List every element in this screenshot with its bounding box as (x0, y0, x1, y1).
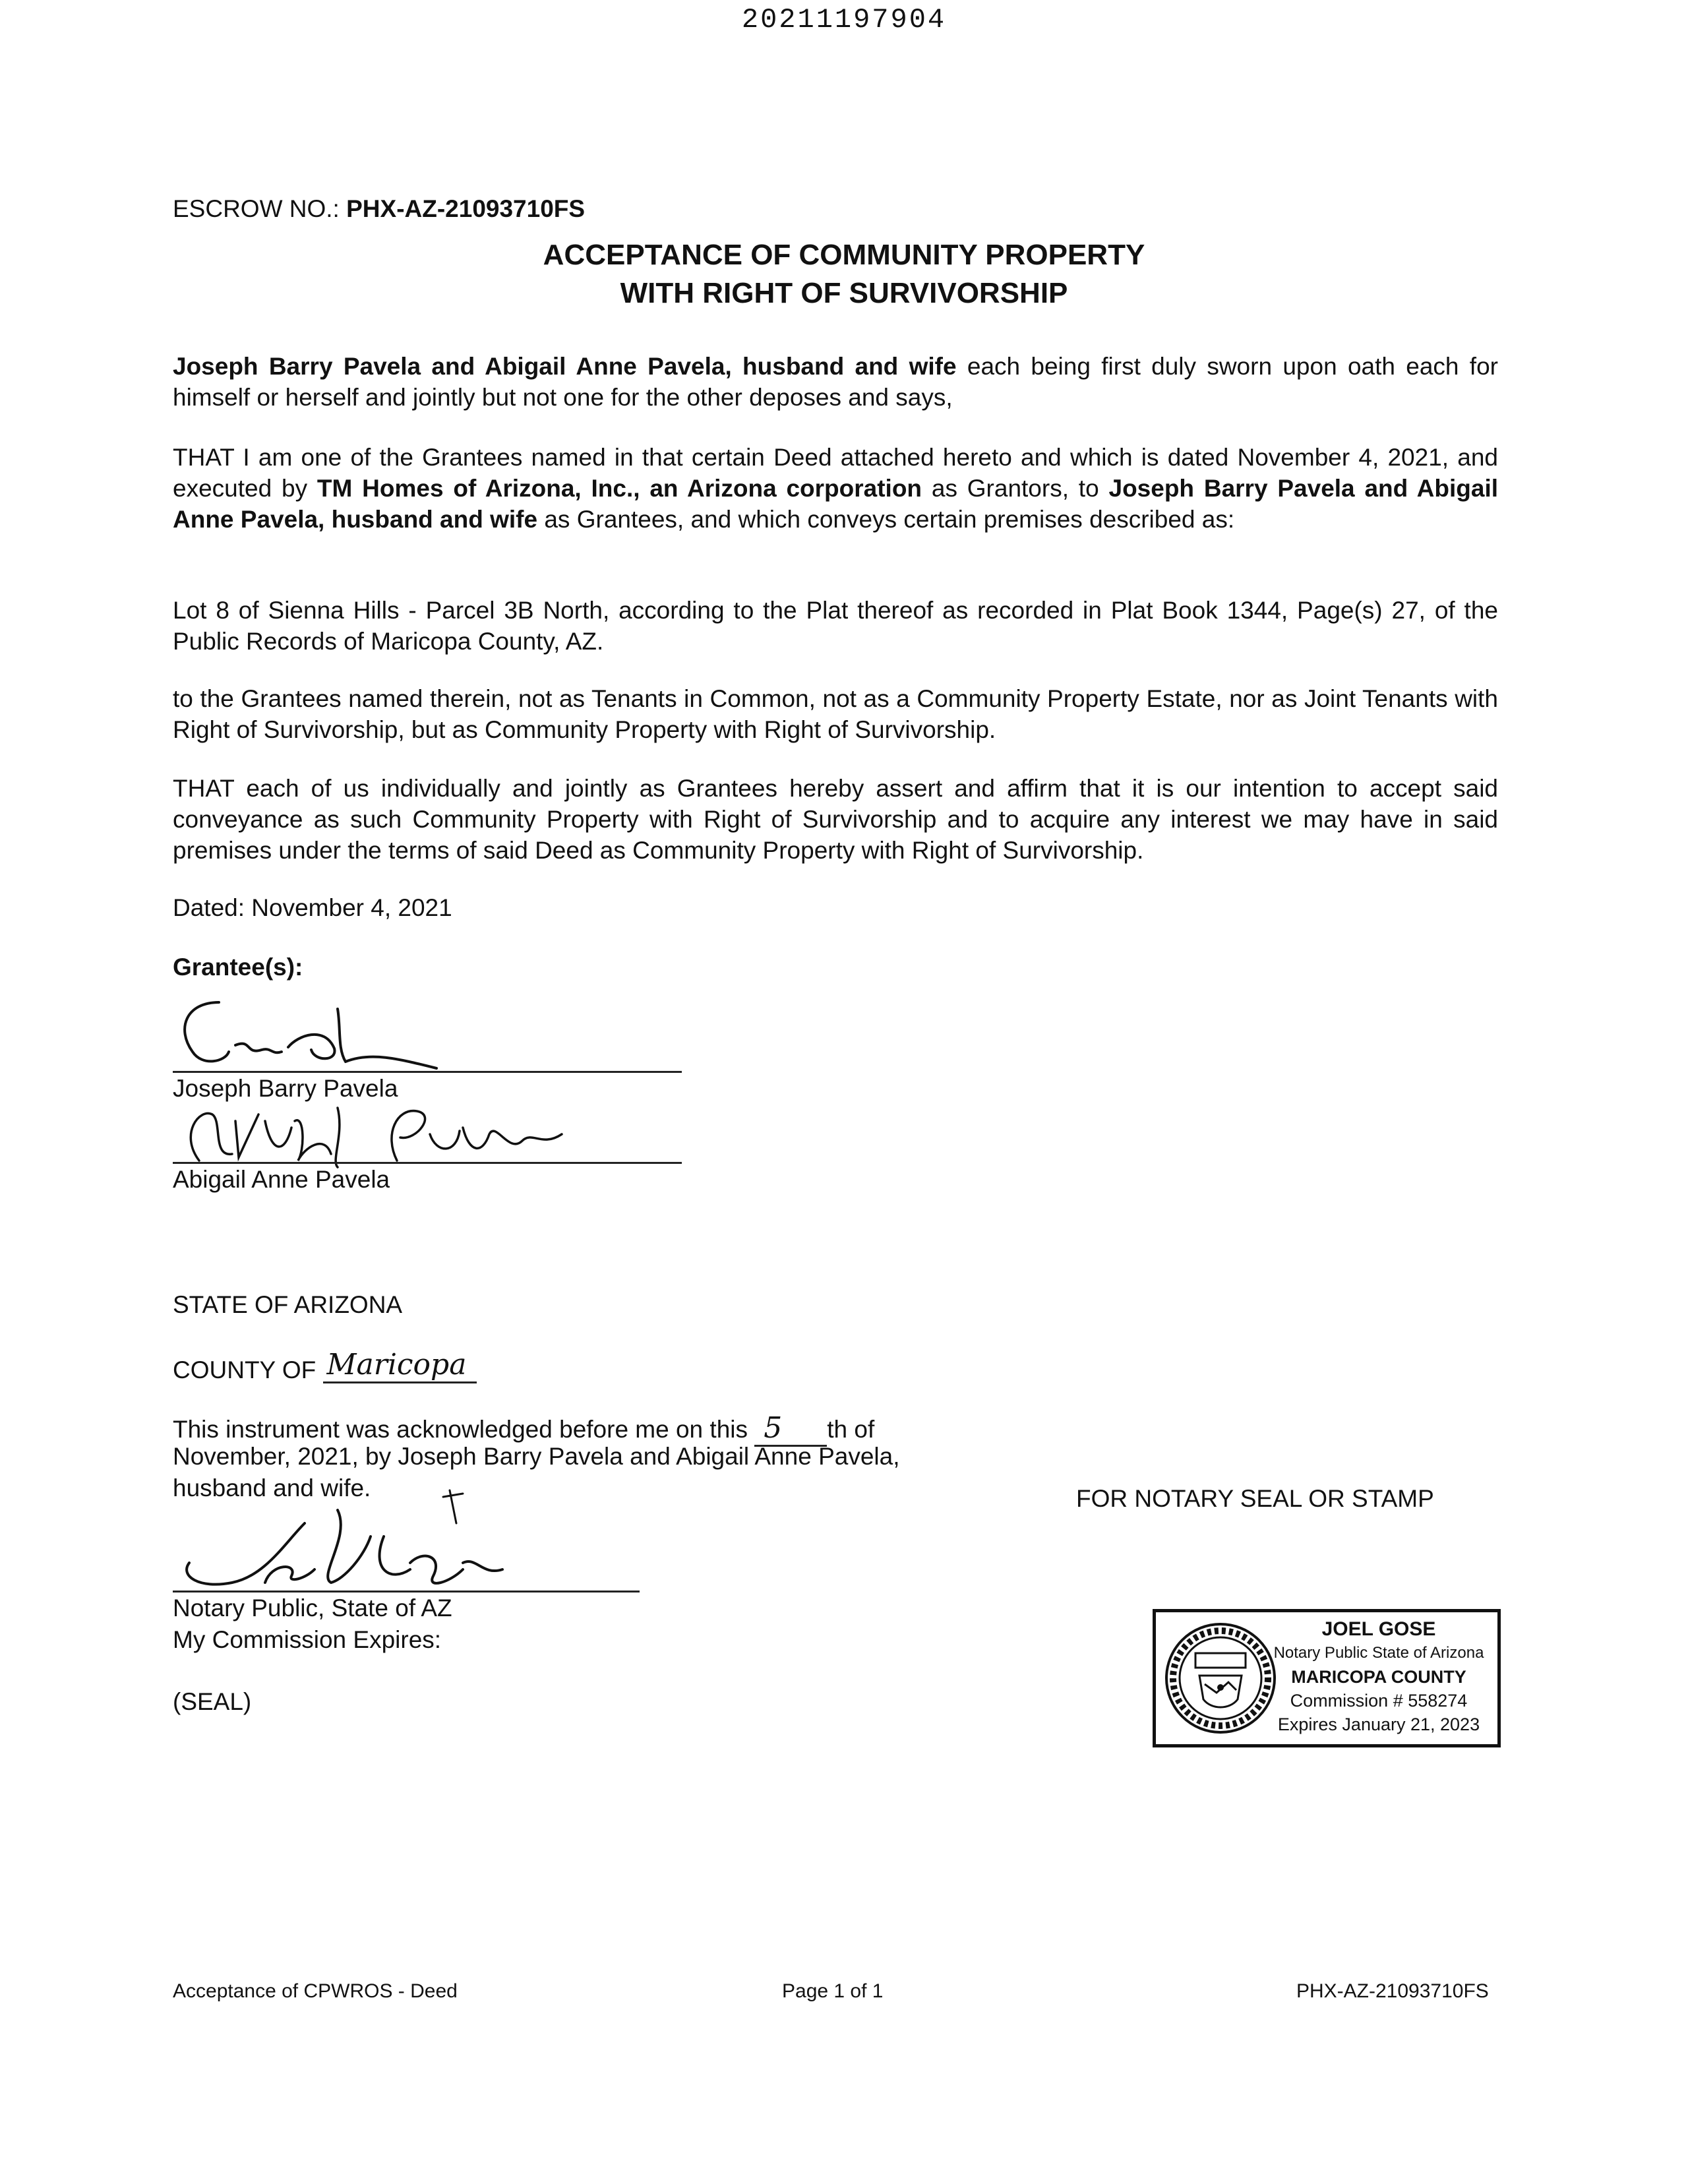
county-label: COUNTY OF (173, 1356, 316, 1383)
notary-signature-line (173, 1591, 640, 1592)
escrow-number-line (173, 195, 585, 223)
intro-grantees: Joseph Barry Pavela and Abigail Anne Pavela, husband and wife (173, 353, 957, 380)
notary-title: Notary Public, State of AZ (173, 1594, 452, 1622)
county-handwritten: Maricopa (323, 1348, 477, 1383)
signature-line-2 (173, 1162, 682, 1164)
signer2-name: Abigail Anne Pavela (173, 1166, 390, 1193)
intro-text: each being first duly sworn upon oath each for himself or herself and jointly but not one for the other deposes and says, (173, 353, 1498, 411)
notary-stamp (1153, 1609, 1501, 1747)
signer1-name: Joseph Barry Pavela (173, 1075, 398, 1102)
that1-part2: as Grantors, to (922, 475, 1109, 502)
document-title-line1: ACCEPTANCE OF COMMUNITY PROPERTY (543, 239, 1145, 271)
acknowledgment-line2: November, 2021, by Joseph Barry Pavela and Abigail Anne Pavela, (173, 1443, 900, 1470)
legal-description: Lot 8 of Sienna Hills - Parcel 3B North, according to the Plat thereof as recorded in Plat Book 1344, Page(s) 27, of the Public Records of Maricopa County, AZ. (173, 597, 1498, 655)
arizona-state-seal-icon (1164, 1622, 1277, 1735)
footer-page-number: Page 1 of 1 (782, 1980, 884, 2002)
ack-day: 5 (754, 1411, 827, 1447)
acknowledgment-line1 (173, 1411, 874, 1447)
recording-number: 20211197904 (741, 4, 947, 36)
ack-part1: This instrument was acknowledged before me on this (173, 1416, 748, 1443)
that1-part3: as Grantees, and which conveys certain premises described as: (537, 506, 1235, 533)
stamp-notary-name: JOEL GOSE (1321, 1618, 1436, 1640)
escrow-number: PHX-AZ-21093710FS (346, 195, 586, 222)
stamp-text (1267, 1618, 1491, 1736)
dated-line: Dated: November 4, 2021 (173, 894, 452, 921)
state-line: STATE OF ARIZONA (173, 1291, 403, 1318)
notary-seal-placeholder: FOR NOTARY SEAL OR STAMP (1076, 1485, 1434, 1512)
signature-line-1 (173, 1071, 682, 1073)
grantees-label: Grantee(s): (173, 954, 303, 981)
acknowledgment-line3: husband and wife. (173, 1474, 371, 1502)
intro-paragraph (173, 351, 1498, 413)
ack-part2: th of (827, 1416, 875, 1443)
stamp-expires: Expires January 21, 2023 (1277, 1714, 1480, 1734)
tenancy-paragraph: to the Grantees named therein, not as Tenants in Common, not as a Community Property Estate, nor as Joint Tenants with Right of Survivorship, but as Community Property with Right of Survivorship. (173, 685, 1498, 743)
stamp-notary-public: Notary Public State of Arizona (1273, 1644, 1484, 1662)
document-title-line2: WITH RIGHT OF SURVIVORSHIP (620, 277, 1068, 309)
joseph-signature (173, 989, 476, 1075)
seal-label: (SEAL) (173, 1688, 252, 1715)
grantee-names: Joseph Barry Pavela and Abigail Anne Pavela, husband and wife (173, 475, 1499, 533)
grantor-name: TM Homes of Arizona, Inc., an Arizona corporation (316, 475, 922, 502)
stamp-county: MARICOPA COUNTY (1291, 1667, 1466, 1687)
footer-right: PHX-AZ-21093710FS (1296, 1980, 1489, 2002)
county-line (173, 1348, 477, 1387)
that-paragraph-1 (173, 442, 1498, 535)
that-paragraph-2: THAT each of us individually and jointly as Grantees hereby assert and affirm that it is our intention to accept said conveyance as such Community Property with Right of Survivorship and to acquire any interest we may have in said premises under the terms of said Deed as Community Property with Right of Survivorship. (173, 775, 1498, 864)
stamp-commission: Commission # 558274 (1290, 1691, 1468, 1711)
commission-expires: My Commission Expires: (173, 1626, 442, 1653)
that1-part1: THAT I am one of the Grantees named in that certain Deed attached hereto and which is dated November 4, 2021, and executed by (173, 444, 1498, 502)
escrow-label: ESCROW NO.: (173, 195, 340, 222)
footer-left: Acceptance of CPWROS - Deed (173, 1980, 458, 2002)
